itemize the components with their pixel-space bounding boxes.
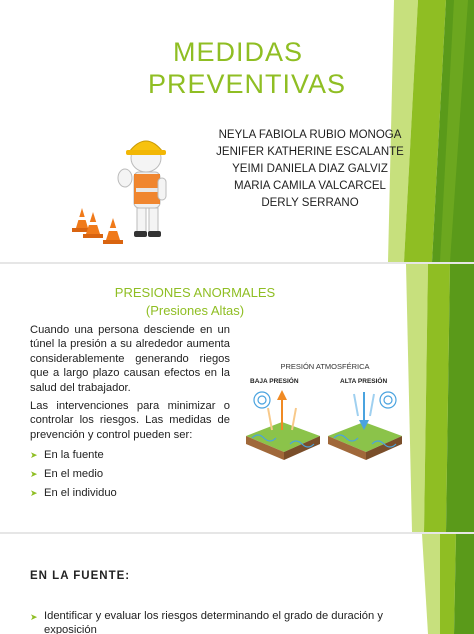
author-name: DERLY SERRANO xyxy=(261,197,359,209)
bullet-arrow-icon: ➤ xyxy=(30,450,38,461)
author-name: NEYLA FABIOLA RUBIO MONOGA xyxy=(218,129,402,141)
author-list xyxy=(210,127,410,212)
author-name: JENIFER KATHERINE ESCALANTE xyxy=(216,146,404,158)
section-heading: EN LA FUENTE: xyxy=(30,570,131,582)
bullet-arrow-icon: ➤ xyxy=(30,488,38,499)
author-name: YEIMI DANIELA DIAZ GALVIZ xyxy=(232,163,388,175)
low-pressure-label: BAJA PRESIÓN xyxy=(250,378,299,385)
slide-heading xyxy=(80,284,310,320)
paragraph: Las intervenciones para minimizar o controlar los riesgos. Las medidas de prevención y control pueden ser: xyxy=(30,400,230,441)
list-item: ➤ En el medio xyxy=(30,465,230,484)
list-item: ➤ Identificar y evaluar los riesgos determinando el grado de duración y exposición xyxy=(30,610,383,634)
diagram-title: PRESIÓN ATMOSFÉRICA xyxy=(280,362,370,371)
pressure-illustration xyxy=(242,386,408,474)
slide-title-text: MEDIDAS PREVENTIVAS xyxy=(148,37,347,99)
body-text xyxy=(30,323,230,503)
list-item: ➤ En el individuo xyxy=(30,484,230,503)
high-pressure-label: ALTA PRESIÓN xyxy=(340,378,388,385)
slide-en-la-fuente xyxy=(0,532,474,634)
bullet-list xyxy=(30,446,230,503)
bullet-arrow-icon: ➤ xyxy=(30,469,38,480)
construction-worker-illustration xyxy=(66,128,176,246)
list-item: ➤ En la fuente xyxy=(30,446,230,465)
green-stripes-decoration xyxy=(414,534,474,634)
worker-figure xyxy=(118,141,166,237)
traffic-cone-icon xyxy=(103,218,123,244)
slide-presiones xyxy=(0,262,474,532)
author-name: MARIA CAMILA VALCARCEL xyxy=(234,180,386,192)
paragraph: Cuando una persona desciende en un túnel la presión a su alrededor aumenta considerablemente generando riegos que a largo plazo causan efectos en la salud del trabajador. xyxy=(30,324,230,394)
bullet-arrow-icon: ➤ xyxy=(30,612,38,622)
pressure-diagram xyxy=(242,362,408,474)
heading-main: PRESIONES ANORMALES xyxy=(114,285,276,300)
slide-title xyxy=(0,0,474,262)
heading-sub: (Presiones Altas) xyxy=(145,303,245,318)
